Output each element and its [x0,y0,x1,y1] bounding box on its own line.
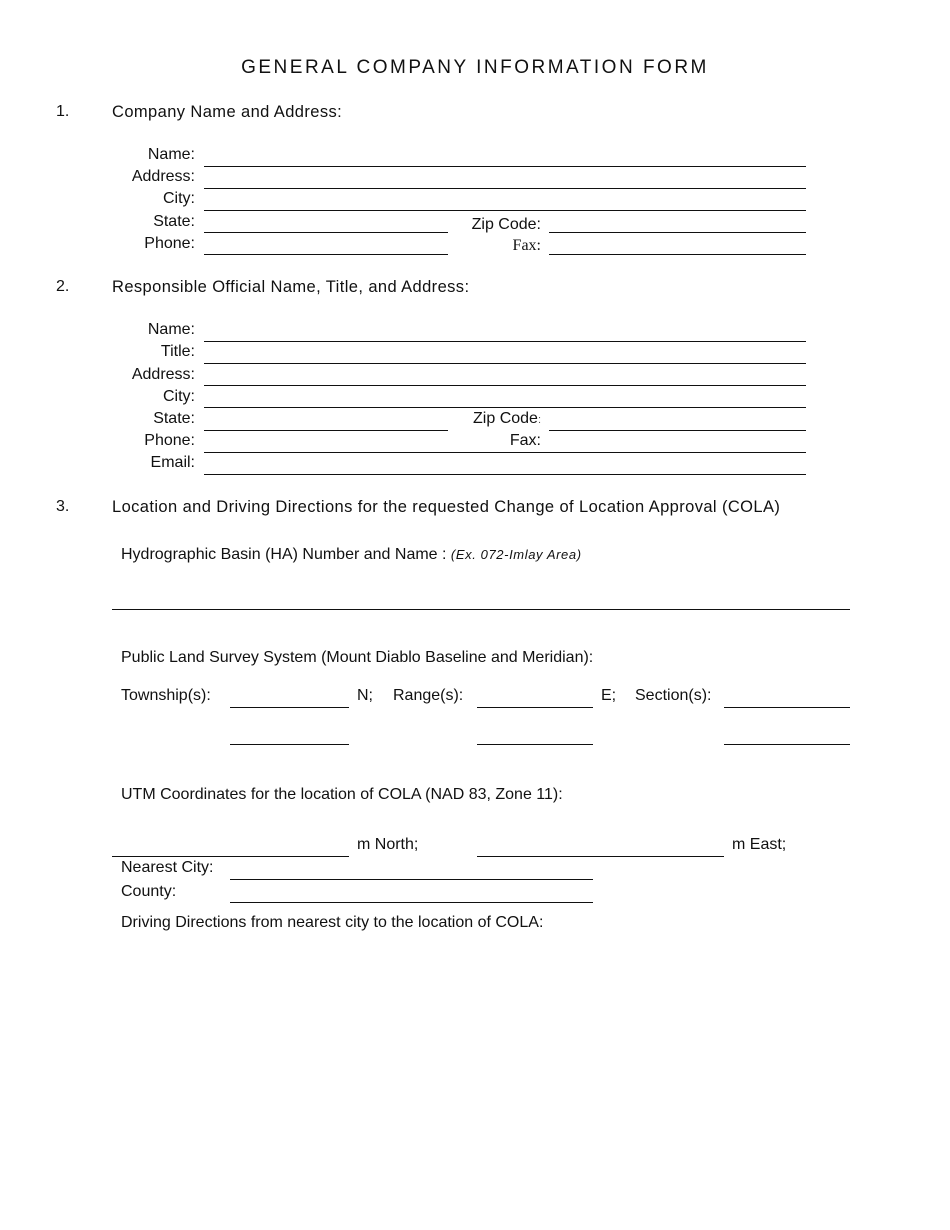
official-phone-field[interactable] [204,452,806,453]
official-title-field[interactable] [204,363,806,364]
company-fax-field[interactable] [549,254,806,255]
section-2-heading: Responsible Official Name, Title, and Address: [112,278,470,296]
official-address-field[interactable] [204,385,806,386]
official-title-label: Title: [160,343,195,360]
north-suffix: N; [357,687,373,704]
company-zip-label: Zip Code: [471,216,541,233]
section-field-1[interactable] [724,707,850,708]
company-state-field[interactable] [204,232,448,233]
official-phone-label: Phone: [144,432,195,449]
official-zip-colon: : [537,414,541,426]
official-name-field[interactable] [204,341,806,342]
township-label: Township(s): [121,687,211,704]
utm-heading: UTM Coordinates for the location of COLA (NAD 83, Zone 11): [121,786,563,803]
county-label: County: [121,883,177,900]
plss-heading: Public Land Survey System (Mount Diablo Baseline and Meridian): [121,649,594,666]
company-address-field[interactable] [204,188,806,189]
official-zip-label-text: Zip Code [473,410,538,427]
section-label: Section(s): [635,687,712,704]
nearest-city-label: Nearest City: [121,859,214,876]
section-1-number: 1. [56,103,70,120]
section-1-heading: Company Name and Address: [112,103,343,121]
form-title: GENERAL COMPANY INFORMATION FORM [241,57,709,78]
section-3-number: 3. [56,498,70,515]
nearest-city-field[interactable] [230,879,593,880]
company-phone-field[interactable] [204,254,448,255]
official-email-field[interactable] [204,474,806,475]
utm-east-field[interactable] [477,856,724,857]
official-state-label: State: [153,410,195,427]
official-fax-label: Fax: [509,432,541,449]
section-2-number: 2. [56,278,70,295]
east-suffix: E; [601,687,617,704]
company-city-label: City: [163,190,195,207]
company-city-field[interactable] [204,210,806,211]
official-zip-label [473,410,541,428]
official-email-label: Email: [150,454,195,471]
section-field-2[interactable] [724,744,850,745]
m-east-label: m East; [732,836,787,853]
company-address-label: Address: [131,168,195,185]
basin-label [121,546,582,564]
township-field-2[interactable] [230,744,349,745]
official-city-label: City: [163,388,195,405]
county-field[interactable] [230,902,593,903]
range-field-2[interactable] [477,744,593,745]
official-city-field[interactable] [204,407,806,408]
driving-directions-label: Driving Directions from nearest city to the location of COLA: [121,914,544,931]
official-name-label: Name: [147,321,195,338]
company-phone-label: Phone: [144,235,195,252]
utm-north-field[interactable] [112,856,349,857]
section-3-heading: Location and Driving Directions for the requested Change of Location Approval (COLA) [112,498,781,516]
company-state-label: State: [153,213,195,230]
company-fax-label: Fax: [512,237,541,254]
company-name-field[interactable] [204,166,806,167]
company-name-label: Name: [147,146,195,163]
official-zip-field[interactable] [549,430,806,431]
basin-field[interactable] [112,609,850,610]
basin-example: (Ex. 072-Imlay Area) [450,547,582,562]
official-state-field[interactable] [204,430,448,431]
company-zip-field[interactable] [549,232,806,233]
m-north-label: m North; [357,836,419,853]
official-address-label: Address: [131,366,195,383]
basin-label-text: Hydrographic Basin (HA) Number and Name : [121,546,447,563]
range-field-1[interactable] [477,707,593,708]
range-label: Range(s): [393,687,464,704]
township-field-1[interactable] [230,707,349,708]
